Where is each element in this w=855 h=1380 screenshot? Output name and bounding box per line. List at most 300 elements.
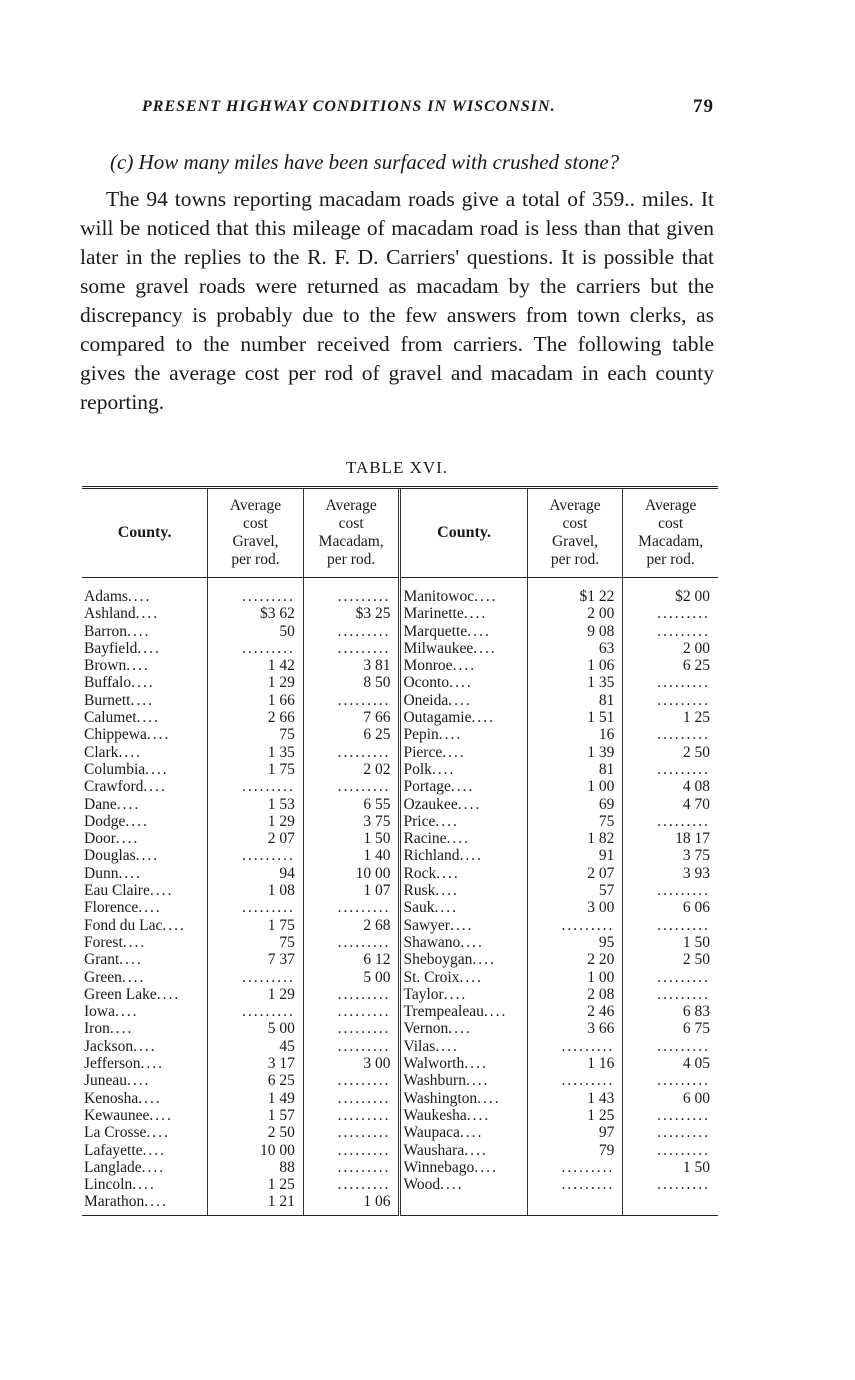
- table-row: [82, 744, 718, 761]
- table-row: [82, 778, 718, 795]
- gravel-cost-cell: [527, 917, 623, 934]
- gravel-cost-cell: 1 08: [208, 882, 304, 899]
- dot-leader: .........: [337, 1020, 391, 1038]
- running-title: PRESENT HIGHWAY CONDITIONS IN WISCONSIN.: [142, 98, 556, 115]
- gravel-cost-cell: 10 00: [208, 1142, 304, 1159]
- macadam-cost-cell: 1 40: [303, 847, 400, 864]
- county-name-cell: Forest....: [84, 933, 147, 951]
- county-name-cell: Iron....: [84, 1020, 134, 1038]
- gravel-cost-cell: [208, 578, 304, 606]
- county-name-cell: Calumet....: [84, 709, 161, 727]
- table-row: [82, 761, 718, 778]
- dot-leader: ....: [471, 709, 495, 727]
- county-name-cell: Kewaunee....: [84, 1106, 173, 1124]
- dot-leader: .........: [657, 1037, 710, 1055]
- gravel-cost-cell: 2 20: [527, 951, 623, 968]
- county-name-cell: Price....: [400, 813, 527, 830]
- county-name-cell: Door....: [84, 830, 140, 848]
- gravel-cost-cell: [208, 969, 304, 986]
- macadam-cost-cell: [623, 969, 718, 986]
- county-name-cell: Barron....: [84, 622, 151, 640]
- macadam-cost-cell: [623, 605, 718, 622]
- macadam-header-left: Average cost Macadam, per rod.: [303, 488, 400, 578]
- county-name-cell: Racine....: [400, 830, 527, 847]
- gravel-cost-cell: $1 22: [527, 578, 623, 606]
- county-name-cell: Rock....: [400, 865, 527, 882]
- gravel-cost-cell: [208, 778, 304, 795]
- gravel-cost-cell: 3 66: [527, 1020, 623, 1037]
- county-name-cell: Dunn....: [84, 864, 142, 882]
- macadam-cost-cell: 1 50: [303, 830, 400, 847]
- county-name-cell: Oconto....: [400, 674, 527, 691]
- gravel-cost-cell: 1 43: [527, 1090, 623, 1107]
- gravel-cost-cell: 1 00: [527, 778, 623, 795]
- gravel-cost-cell: [527, 1193, 623, 1215]
- dot-leader: ....: [448, 1020, 472, 1038]
- table-row: [82, 882, 718, 899]
- macadam-cost-cell: $2 00: [623, 578, 718, 606]
- gravel-cost-cell: 1 82: [527, 830, 623, 847]
- dot-leader: ....: [149, 1106, 173, 1124]
- macadam-cost-cell: 6 25: [303, 726, 400, 743]
- dot-leader: .........: [657, 916, 710, 934]
- dot-leader: ....: [483, 1003, 508, 1021]
- dot-leader: .........: [241, 847, 295, 865]
- gravel-cost-cell: 3 00: [527, 899, 623, 916]
- county-name-cell: Sawyer....: [400, 917, 527, 934]
- dot-leader: ....: [133, 1037, 157, 1055]
- gravel-cost-cell: 1 29: [208, 674, 304, 691]
- macadam-cost-cell: 2 50: [623, 744, 718, 761]
- gravel-cost-cell: 1 57: [208, 1107, 304, 1124]
- dot-leader: ....: [115, 830, 140, 848]
- table-row: [82, 1176, 718, 1193]
- county-name-cell: Sauk....: [400, 899, 527, 916]
- dot-leader: .........: [657, 985, 710, 1003]
- macadam-cost-cell: [303, 778, 400, 795]
- gravel-cost-cell: 1 35: [208, 744, 304, 761]
- table-row: [82, 1193, 718, 1215]
- dot-leader: ....: [109, 1020, 134, 1038]
- county-header-right: County.: [400, 488, 527, 578]
- county-name-cell: Bayfield....: [84, 639, 161, 657]
- dot-leader: .........: [337, 639, 391, 657]
- gravel-cost-cell: 1 42: [208, 657, 304, 674]
- gravel-cost-cell: 95: [527, 934, 623, 951]
- gravel-cost-cell: 94: [208, 865, 304, 882]
- macadam-cost-cell: 7 66: [303, 709, 400, 726]
- dot-leader: ....: [431, 760, 456, 778]
- dot-leader: .........: [657, 1176, 710, 1194]
- macadam-cost-cell: 2 00: [623, 640, 718, 657]
- dot-leader: ....: [442, 743, 466, 761]
- county-name-cell: Adams....: [84, 588, 152, 605]
- county-name-cell: [400, 1193, 527, 1215]
- dot-leader: ....: [452, 657, 477, 675]
- gravel-cost-cell: 79: [527, 1142, 623, 1159]
- macadam-cost-cell: [623, 813, 718, 830]
- county-name-cell: Green Lake....: [84, 985, 181, 1003]
- gravel-cost-cell: [208, 847, 304, 864]
- gravel-cost-cell: 1 25: [208, 1176, 304, 1193]
- gravel-cost-cell: 91: [527, 847, 623, 864]
- macadam-cost-cell: [303, 1038, 400, 1055]
- gravel-cost-cell: 1 39: [527, 744, 623, 761]
- gravel-cost-cell: 50: [208, 623, 304, 640]
- dot-leader: ....: [127, 1072, 151, 1090]
- county-name-cell: Sheboygan....: [400, 951, 527, 968]
- dot-leader: ....: [459, 1124, 484, 1142]
- county-name-cell: Eau Claire....: [84, 882, 174, 900]
- table-row: [82, 1038, 718, 1055]
- table-row: [82, 813, 718, 830]
- macadam-cost-cell: [303, 1107, 400, 1124]
- macadam-cost-cell: 3 93: [623, 865, 718, 882]
- dot-leader: .........: [337, 1124, 391, 1142]
- gravel-cost-cell: $3 62: [208, 605, 304, 622]
- macadam-cost-cell: $3 25: [303, 605, 400, 622]
- table-row: [82, 969, 718, 986]
- table-row: [82, 1159, 718, 1176]
- dot-leader: ....: [459, 847, 483, 865]
- county-name-cell: Richland....: [400, 847, 527, 864]
- table-row: [82, 1107, 718, 1124]
- gravel-cost-cell: 1 25: [527, 1107, 623, 1124]
- table-row: [82, 1142, 718, 1159]
- table-row: [82, 1020, 718, 1037]
- gravel-header-right: Average cost Gravel, per rod.: [527, 488, 623, 578]
- table-row: [82, 1072, 718, 1089]
- table-row: [82, 657, 718, 674]
- dot-leader: ....: [135, 847, 160, 865]
- dot-leader: .........: [337, 778, 391, 796]
- county-name-cell: Polk....: [400, 761, 527, 778]
- dot-leader: ....: [459, 968, 483, 986]
- dot-leader: ....: [132, 1176, 156, 1194]
- dot-leader: ....: [138, 899, 162, 917]
- macadam-cost-cell: [303, 986, 400, 1003]
- dot-leader: .........: [561, 1158, 615, 1176]
- dot-leader: ....: [457, 795, 482, 813]
- dot-leader: .........: [241, 778, 295, 796]
- dot-leader: ....: [146, 1124, 170, 1142]
- macadam-cost-cell: [303, 899, 400, 916]
- county-name-cell: Waukesha....: [400, 1107, 527, 1124]
- county-name-cell: Winnebago....: [400, 1159, 527, 1176]
- gravel-cost-cell: 63: [527, 640, 623, 657]
- dot-leader: ....: [149, 882, 174, 900]
- dot-leader: ....: [436, 864, 460, 882]
- dot-leader: .........: [561, 1037, 615, 1055]
- gravel-cost-cell: 2 00: [527, 605, 623, 622]
- gravel-cost-cell: 9 08: [527, 623, 623, 640]
- county-name-cell: Marinette....: [400, 605, 527, 622]
- table-row: [82, 578, 718, 606]
- county-name-cell: Douglas....: [84, 847, 160, 865]
- macadam-cost-cell: [303, 1142, 400, 1159]
- county-name-cell: Buffalo....: [84, 674, 155, 692]
- dot-leader: .........: [337, 1089, 391, 1107]
- macadam-cost-cell: [303, 934, 400, 951]
- dot-leader: ....: [474, 1158, 498, 1176]
- county-name-cell: Taylor....: [400, 986, 527, 1003]
- county-name-cell: Florence....: [84, 899, 162, 917]
- gravel-cost-cell: 2 46: [527, 1003, 623, 1020]
- table-row: [82, 1003, 718, 1020]
- dot-leader: ....: [465, 1072, 490, 1090]
- table-body: [82, 578, 718, 1216]
- dot-leader: ....: [450, 778, 475, 796]
- gravel-cost-cell: [527, 1176, 623, 1193]
- macadam-cost-cell: 3 81: [303, 657, 400, 674]
- dot-leader: .........: [337, 1072, 391, 1090]
- macadam-cost-cell: [303, 1020, 400, 1037]
- dot-leader: .........: [561, 916, 615, 934]
- table-row: [82, 830, 718, 847]
- dot-leader: ....: [138, 1089, 162, 1107]
- table-row: [82, 726, 718, 743]
- dot-leader: .........: [241, 968, 295, 986]
- macadam-cost-cell: 1 50: [623, 934, 718, 951]
- dot-leader: .........: [337, 933, 391, 951]
- dot-leader: ....: [145, 760, 169, 778]
- gravel-cost-cell: 5 00: [208, 1020, 304, 1037]
- dot-leader: .........: [337, 1106, 391, 1124]
- gravel-cost-cell: 45: [208, 1038, 304, 1055]
- dot-leader: ....: [127, 588, 152, 605]
- dot-leader: .........: [657, 726, 710, 744]
- county-name-cell: Washburn....: [400, 1072, 527, 1089]
- county-name-cell: Clark....: [84, 743, 142, 761]
- macadam-cost-cell: 4 05: [623, 1055, 718, 1072]
- macadam-cost-cell: 2 50: [623, 951, 718, 968]
- dot-leader: ....: [449, 916, 474, 934]
- dot-leader: ....: [135, 605, 160, 623]
- county-name-cell: Columbia....: [84, 760, 169, 778]
- dot-leader: ....: [464, 1055, 488, 1073]
- county-name-cell: Fond du Lac....: [84, 916, 186, 934]
- dot-leader: ....: [121, 968, 146, 986]
- county-name-cell: Jackson....: [84, 1037, 157, 1055]
- gravel-cost-cell: 1 75: [208, 917, 304, 934]
- table-title: TABLE XVI.: [345, 458, 449, 477]
- dot-leader: ....: [434, 899, 458, 917]
- county-name-cell: Juneau....: [84, 1072, 151, 1090]
- dot-leader: ....: [446, 830, 471, 848]
- dot-leader: ....: [466, 1106, 491, 1124]
- page-number: 79: [693, 96, 714, 117]
- dot-leader: ....: [143, 778, 167, 796]
- macadam-cost-cell: 4 70: [623, 796, 718, 813]
- body-paragraph: The 94 towns reporting macadam roads give a total of 359.. miles. It will be noticed that this mileage of macadam road is less than that given later in the replies to the R. F. D. Carriers' questions. It is possible that some gravel roads were returned as macadam by the carriers but the discrepancy is probably due to the few answers from town clerks, as compared to the number received from carriers. The following table gives the average cost per rod of gravel and macadam in each county reporting.: [80, 187, 714, 414]
- table-row: [82, 1055, 718, 1072]
- county-name-cell: Marquette....: [400, 623, 527, 640]
- gravel-cost-cell: 1 16: [527, 1055, 623, 1072]
- dot-leader: ....: [122, 933, 147, 951]
- table-row: [82, 674, 718, 691]
- macadam-cost-cell: [623, 674, 718, 691]
- county-name-cell: Portage....: [400, 778, 527, 795]
- dot-leader: ....: [118, 864, 142, 882]
- macadam-header-right: Average cost Macadam, per rod.: [623, 488, 718, 578]
- dot-leader: ....: [115, 1003, 139, 1021]
- gravel-cost-cell: 2 07: [208, 830, 304, 847]
- macadam-cost-cell: 6 12: [303, 951, 400, 968]
- dot-leader: .........: [337, 1037, 391, 1055]
- dot-leader: ....: [435, 1037, 459, 1055]
- county-name-cell: Langlade....: [84, 1158, 166, 1176]
- dot-leader: ....: [131, 674, 155, 692]
- table-row: [82, 605, 718, 622]
- dot-leader: .........: [657, 605, 710, 623]
- macadam-cost-cell: [303, 1090, 400, 1107]
- macadam-cost-cell: [303, 1003, 400, 1020]
- county-name-cell: Trempealeau....: [400, 1003, 527, 1020]
- table-row: [82, 951, 718, 968]
- gravel-cost-cell: 1 51: [527, 709, 623, 726]
- gravel-cost-cell: 2 08: [527, 986, 623, 1003]
- macadam-cost-cell: [303, 623, 400, 640]
- gravel-cost-cell: 75: [208, 934, 304, 951]
- macadam-cost-cell: 6 25: [623, 657, 718, 674]
- dot-leader: ....: [137, 639, 161, 657]
- table-header-row: [82, 488, 718, 578]
- county-name-cell: Pierce....: [400, 744, 527, 761]
- county-name-cell: Dodge....: [84, 812, 149, 830]
- macadam-cost-cell: 4 08: [623, 778, 718, 795]
- gravel-cost-cell: 1 29: [208, 986, 304, 1003]
- macadam-cost-cell: 5 00: [303, 969, 400, 986]
- county-name-cell: St. Croix....: [400, 969, 527, 986]
- table-row: [82, 1090, 718, 1107]
- county-name-cell: Marathon....: [82, 1193, 208, 1215]
- dot-leader: ....: [467, 622, 491, 640]
- table-row: [82, 917, 718, 934]
- dot-leader: ....: [463, 605, 488, 623]
- dot-leader: .........: [337, 1176, 391, 1194]
- dot-leader: .........: [657, 1106, 710, 1124]
- cost-table: [82, 486, 718, 1216]
- dot-leader: .........: [561, 1072, 615, 1090]
- gravel-cost-cell: 81: [527, 692, 623, 709]
- gravel-cost-cell: 7 37: [208, 951, 304, 968]
- macadam-cost-cell: 6 06: [623, 899, 718, 916]
- dot-leader: ....: [142, 1141, 167, 1159]
- macadam-cost-cell: [303, 640, 400, 657]
- macadam-cost-cell: 8 50: [303, 674, 400, 691]
- macadam-cost-cell: [623, 692, 718, 709]
- macadam-cost-cell: [623, 882, 718, 899]
- dot-leader: .........: [657, 674, 710, 692]
- table-row: [82, 1124, 718, 1141]
- county-name-cell: Wood....: [400, 1176, 527, 1193]
- county-name-cell: Dane....: [84, 795, 141, 813]
- macadam-cost-cell: [623, 1176, 718, 1193]
- macadam-cost-cell: [623, 1072, 718, 1089]
- macadam-cost-cell: [303, 1159, 400, 1176]
- county-name-cell: Rusk....: [400, 882, 527, 899]
- macadam-cost-cell: [623, 986, 718, 1003]
- gravel-cost-cell: 1 66: [208, 692, 304, 709]
- gravel-header-left: Average cost Gravel, per rod.: [208, 488, 304, 578]
- macadam-cost-cell: 2 68: [303, 917, 400, 934]
- gravel-cost-cell: 97: [527, 1124, 623, 1141]
- county-name-cell: Monroe....: [400, 657, 527, 674]
- section-question: (c) How many miles have been surfaced with crushed stone?: [110, 150, 620, 174]
- gravel-cost-cell: [527, 1072, 623, 1089]
- county-name-cell: La Crosse....: [84, 1124, 170, 1142]
- dot-leader: ....: [118, 743, 142, 761]
- gravel-cost-cell: 1 35: [527, 674, 623, 691]
- table-row: [82, 692, 718, 709]
- dot-leader: ....: [127, 622, 151, 640]
- county-name-cell: Shawano....: [400, 934, 527, 951]
- macadam-cost-cell: [303, 744, 400, 761]
- dot-leader: .........: [657, 760, 710, 778]
- dot-leader: ....: [435, 812, 459, 830]
- macadam-cost-cell: 6 00: [623, 1090, 718, 1107]
- county-name-cell: Vernon....: [400, 1020, 527, 1037]
- dot-leader: .........: [337, 1141, 391, 1159]
- dot-leader: ....: [449, 674, 473, 692]
- dot-leader: ....: [438, 726, 463, 744]
- dot-leader: .........: [337, 1003, 391, 1021]
- gravel-cost-cell: 1 29: [208, 813, 304, 830]
- county-name-cell: Brown....: [84, 657, 150, 675]
- dot-leader: ....: [460, 933, 484, 951]
- gravel-cost-cell: 81: [527, 761, 623, 778]
- county-name-cell: Iowa....: [84, 1003, 139, 1021]
- dot-leader: .........: [337, 899, 391, 917]
- table-row: [82, 934, 718, 951]
- county-name-cell: Pepin....: [400, 726, 527, 743]
- dot-leader: ....: [435, 882, 459, 900]
- dot-leader: .........: [657, 622, 710, 640]
- dot-leader: ....: [156, 985, 181, 1003]
- gravel-cost-cell: 88: [208, 1159, 304, 1176]
- macadam-cost-cell: [623, 726, 718, 743]
- dot-leader: ....: [141, 1158, 166, 1176]
- county-name-cell: Crawford....: [84, 778, 167, 796]
- macadam-cost-cell: [303, 692, 400, 709]
- table-row: [82, 623, 718, 640]
- county-name-cell: Vilas....: [400, 1038, 527, 1055]
- macadam-cost-cell: [303, 578, 400, 606]
- dot-leader: ....: [140, 1055, 165, 1073]
- gravel-cost-cell: 1 06: [527, 657, 623, 674]
- macadam-cost-cell: 1 25: [623, 709, 718, 726]
- table-row: [82, 865, 718, 882]
- county-name-cell: Outagamie....: [400, 709, 527, 726]
- gravel-cost-cell: 1 75: [208, 761, 304, 778]
- macadam-cost-cell: [623, 1124, 718, 1141]
- dot-leader: .........: [241, 639, 295, 657]
- dot-leader: ....: [474, 588, 498, 605]
- macadam-cost-cell: 10 00: [303, 865, 400, 882]
- dot-leader: ....: [125, 812, 149, 830]
- table-row: [82, 847, 718, 864]
- dot-leader: .........: [561, 1176, 615, 1194]
- dot-leader: .........: [337, 691, 391, 709]
- macadam-cost-cell: 6 55: [303, 796, 400, 813]
- table-row: [82, 796, 718, 813]
- macadam-cost-cell: 6 83: [623, 1003, 718, 1020]
- dot-leader: .........: [657, 968, 710, 986]
- dot-leader: ....: [119, 951, 143, 969]
- gravel-cost-cell: 69: [527, 796, 623, 813]
- macadam-cost-cell: 3 00: [303, 1055, 400, 1072]
- macadam-cost-cell: [623, 623, 718, 640]
